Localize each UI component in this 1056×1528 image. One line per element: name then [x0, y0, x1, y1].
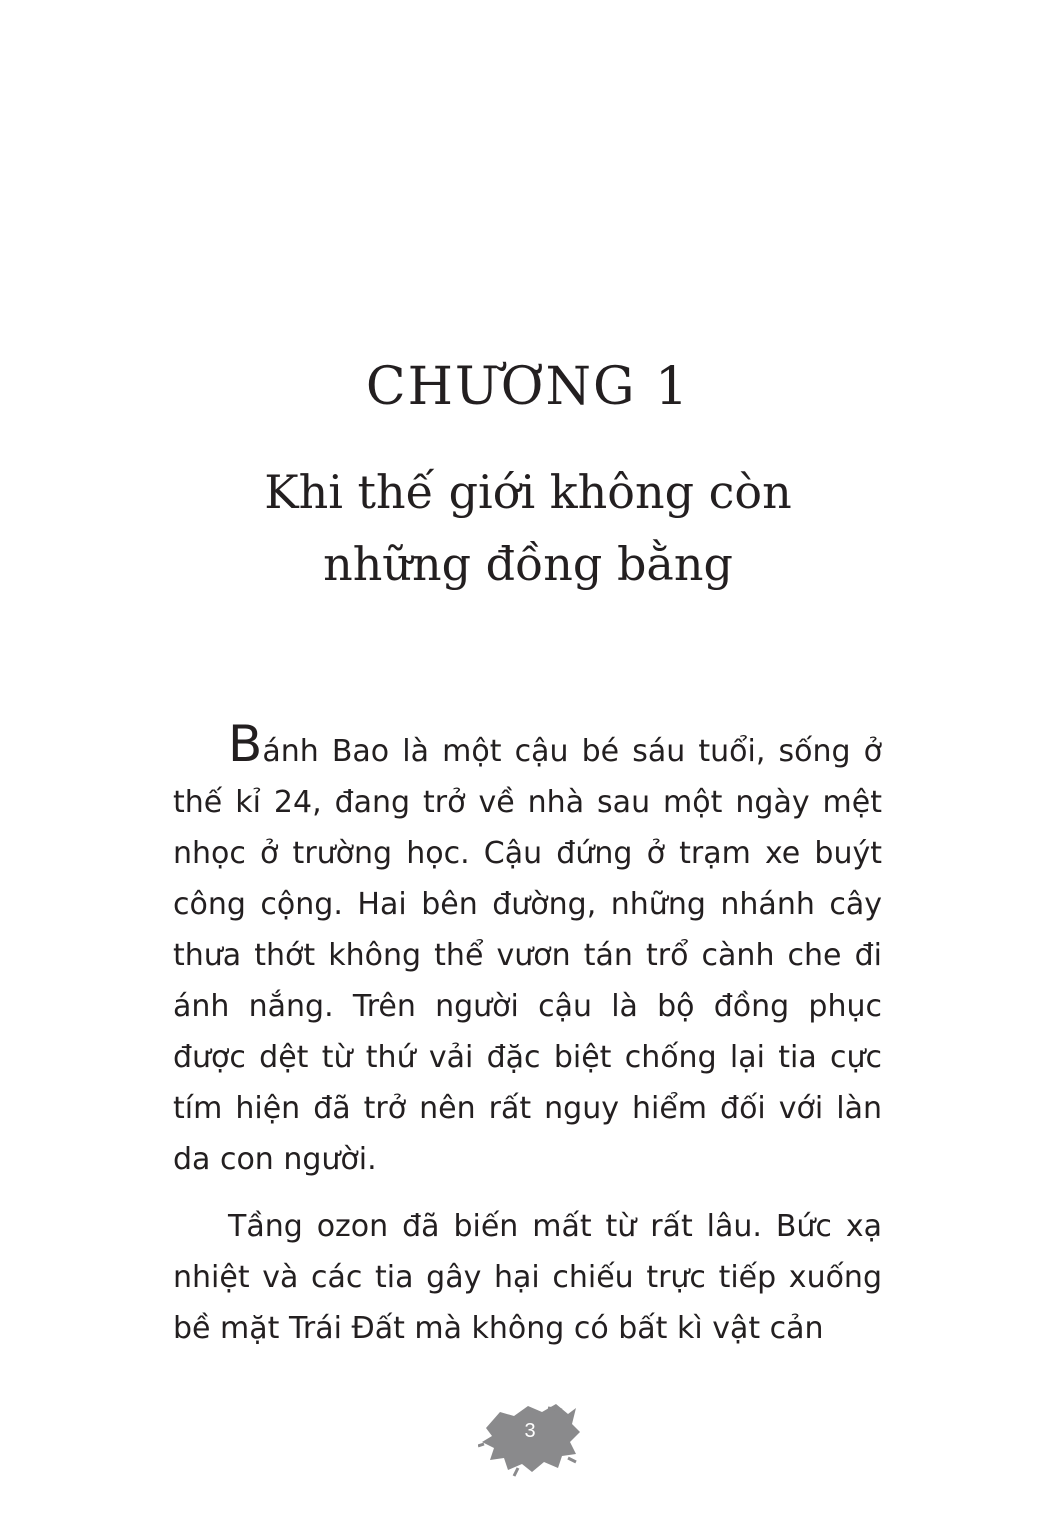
- page-number: 3: [524, 1420, 536, 1442]
- chapter-label: CHƯƠNG 1: [365, 357, 691, 417]
- drop-cap: B: [228, 715, 263, 773]
- chapter-title-line-1: Khi thế giới không còn: [264, 465, 792, 519]
- chapter-title: [0, 456, 1056, 600]
- paragraph-1: [173, 715, 882, 1185]
- paragraph-1-text: ánh Bao là một cậu bé sáu tuổi, sống ở thế kỉ 24, đang trở về nhà sau một ngày mệt nhọc ở trường học. Cậu đứng ở trạm xe buýt công cộng. Hai bên đường, những nhánh cây thưa thớt không thể vươn tán trổ cành che đi ánh nắng. Trên người cậu là bộ đồng phục được dệt từ thứ vải đặc biệt chống lại tia cực tím hiện đã trở nên rất nguy hiểm đối với làn da con người.: [173, 734, 882, 1177]
- body-text: [173, 715, 882, 1354]
- page-number-badge: [478, 1398, 582, 1478]
- chapter-title-line-2: những đồng bằng: [323, 537, 733, 591]
- paragraph-2: Tầng ozon đã biến mất từ rất lâu. Bức xạ nhiệt và các tia gây hại chiếu trực tiếp xuống bề mặt Trái Đất mà không có bất kì vật cản: [173, 1209, 882, 1346]
